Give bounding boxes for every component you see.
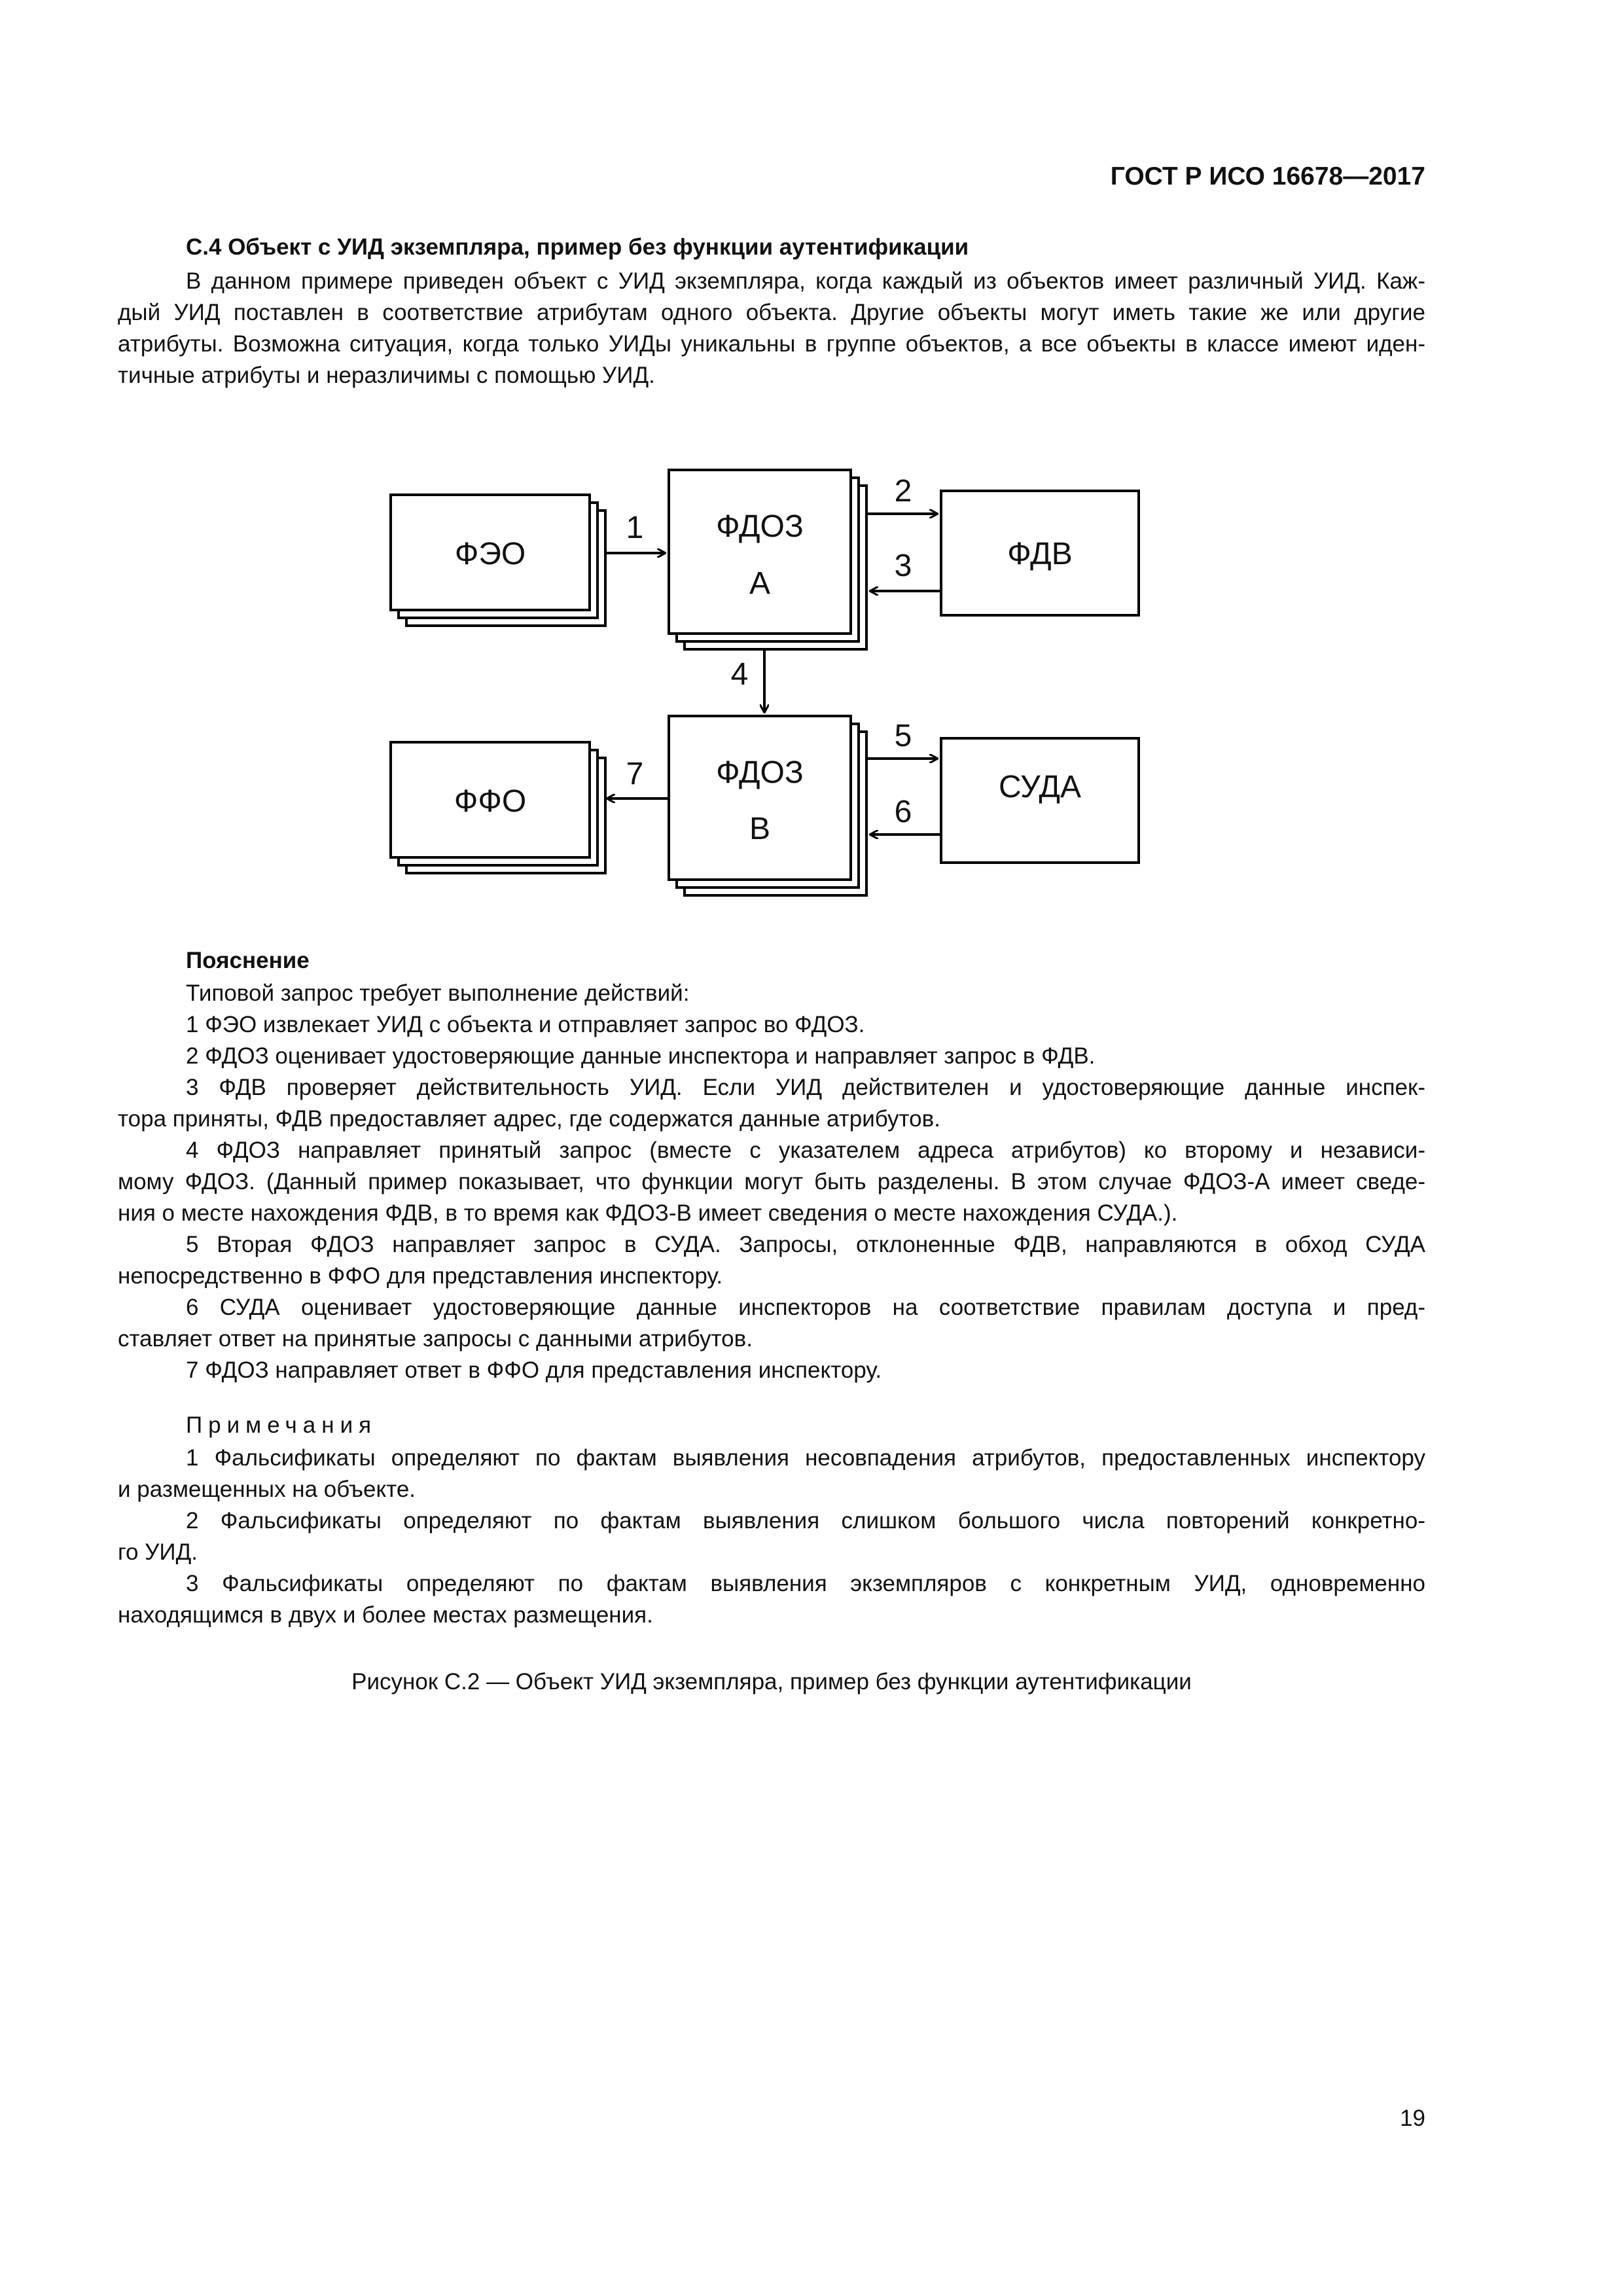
box-fdoz-a-label-2: А <box>749 566 771 601</box>
explanation-line: 2 ФДОЗ оценивает удостоверяющие данные инспектора и направляет запрос в ФДВ. <box>186 1043 1096 1069</box>
notes-body <box>118 1443 1425 1631</box>
arrow-label-5: 5 <box>894 719 912 753</box>
note-line: 2 Фальсификаты определяют по фактам выявления слишком большого числа повторений конкретно- <box>186 1508 1425 1534</box>
explanation-line: 5 Вторая ФДОЗ направляет запрос в СУДА. Запросы, отклоненные ФДВ, направляются в обход СУДА <box>186 1232 1425 1257</box>
note-line: 3 Фальсификаты определяют по фактам выявления экземпляров с конкретным УИД, одновременно <box>186 1571 1425 1596</box>
intro-line: тичные атрибуты и неразличимы с помощью УИД. <box>118 363 655 388</box>
figure-caption: Рисунок С.2 — Объект УИД экземпляра, пример без функции аутентификации <box>351 1669 1192 1695</box>
arrow-label-2: 2 <box>894 474 912 509</box>
box-fdoz-a <box>669 470 866 649</box>
explanation-line: ния о месте нахождения ФДВ, в то время как ФДОЗ-В имеет сведения о месте нахождения СУДА.). <box>118 1200 1178 1226</box>
note-line: и размещенных на объекте. <box>118 1477 416 1502</box>
box-fdoz-a-label-1: ФДОЗ <box>716 509 804 544</box>
explanation-line: тора приняты, ФДВ предоставляет адрес, где содержатся данные атрибутов. <box>118 1106 940 1132</box>
explanation-line: непосредственно в ФФО для представления инспектору. <box>118 1263 723 1289</box>
box-fdoz-b-label-2: В <box>749 812 771 846</box>
explanation-line: 1 ФЭО извлекает УИД с объекта и отправляет запрос во ФДОЗ. <box>186 1012 865 1037</box>
explanation-line: ставляет ответ на принятые запросы с данными атрибутов. <box>118 1326 753 1352</box>
explanation-body <box>118 978 1425 1386</box>
explanation-line: Типовой запрос требует выполнение действий: <box>186 980 690 1006</box>
arrow-label-1: 1 <box>626 511 644 545</box>
box-feo-label: ФЭО <box>454 537 526 571</box>
box-fdoz-b-label-1: ФДОЗ <box>716 755 804 790</box>
box-fdoz-b <box>669 716 866 895</box>
intro-line: дый УИД поставлен в соответствие атрибутам одного объекта. Другие объекты могут иметь такие же или другие <box>118 300 1425 325</box>
section-title: С.4 Объект с УИД экземпляра, пример без функции аутентификации <box>186 234 969 260</box>
intro-line: В данном примере приведен объект с УИД экземпляра, когда каждый из объектов имеет различный УИД. Каж- <box>186 268 1425 294</box>
arrow-label-7: 7 <box>626 757 644 791</box>
note-line: го УИД. <box>118 1539 198 1565</box>
intro-line: атрибуты. Возможна ситуация, когда только УИДы уникальны в группе объектов, а все объекты в классе имеют иден- <box>118 331 1425 357</box>
explanation-line: 7 ФДОЗ направляет ответ в ФФО для представления инспектору. <box>186 1357 882 1383</box>
explanation-line: 6 СУДА оценивает удостоверяющие данные инспекторов на соответствие правилам доступа и пред- <box>186 1295 1425 1320</box>
explanation-line: мому ФДОЗ. (Данный пример показывает, что функции могут быть разделены. В этом случае ФДОЗ-А имеет сведе- <box>118 1169 1425 1194</box>
box-fdv-label: ФДВ <box>1007 537 1073 571</box>
box-ffo-label: ФФО <box>454 784 527 819</box>
explanation-line: 4 ФДОЗ направляет принятый запрос (вместе с указателем адреса атрибутов) ко второму и независи- <box>186 1138 1425 1163</box>
arrow-label-3: 3 <box>894 548 912 583</box>
arrow-label-6: 6 <box>894 795 912 829</box>
note-line: 1 Фальсификаты определяют по фактам выявления несовпадения атрибутов, предоставленных инспектору <box>186 1445 1425 1471</box>
document-id-header: ГОСТ Р ИСО 16678—2017 <box>1110 162 1425 190</box>
explanation-heading: Пояснение <box>186 948 310 973</box>
explanation-line: 3 ФДВ проверяет действительность УИД. Если УИД действителен и удостоверяющие данные инспек- <box>186 1075 1425 1100</box>
arrow-label-4: 4 <box>730 657 749 692</box>
note-line: находящимся в двух и более местах размещения. <box>118 1602 653 1628</box>
flow-diagram <box>0 0 1623 982</box>
box-suda-label: СУДА <box>999 770 1081 804</box>
page-number: 19 <box>1400 2106 1425 2131</box>
notes-heading: Примечания <box>186 1412 378 1438</box>
